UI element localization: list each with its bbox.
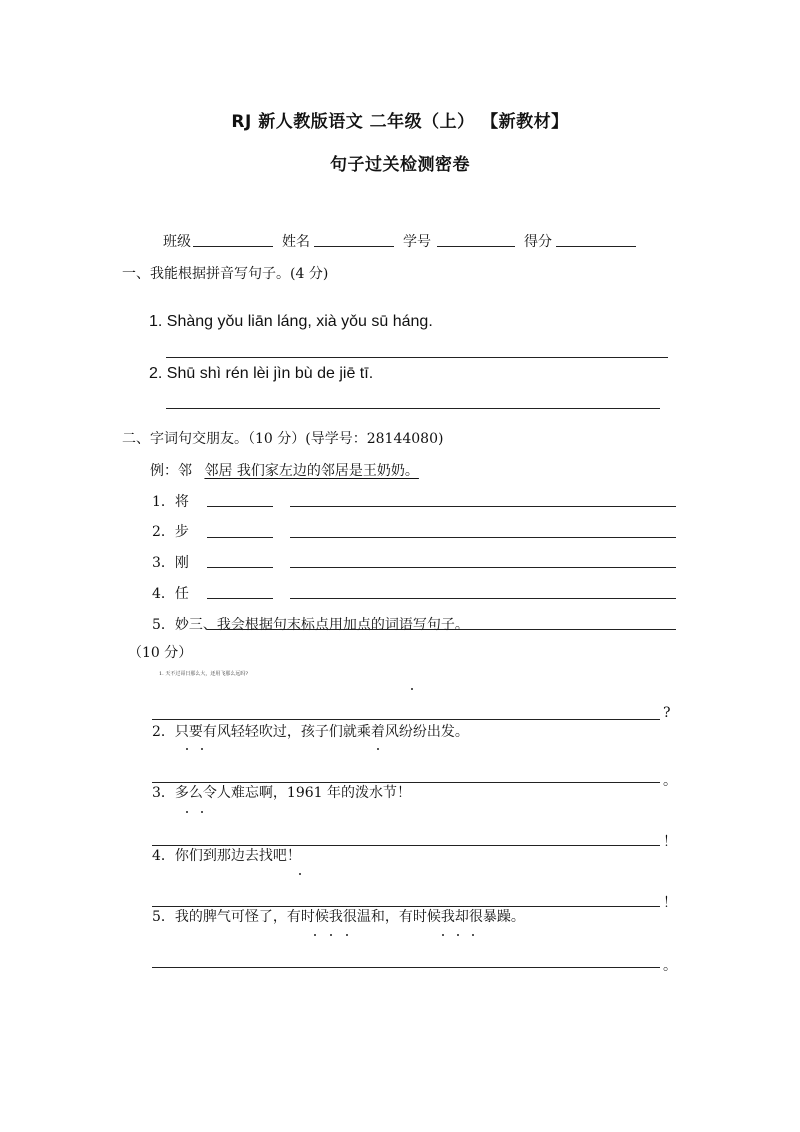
- sentence-item-5: 5．我的脾气可怪了，有时候我很温和，有时候我却很暴躁。: [152, 909, 525, 925]
- answer-line-s1-2[interactable]: [166, 408, 660, 409]
- word-field-1[interactable]: [207, 506, 273, 507]
- emphasis-dot: [346, 934, 348, 936]
- word-field-2[interactable]: [207, 537, 273, 538]
- sentence-item-1: 1. 天不过哥日那么大，还用飞那么远吗?: [159, 671, 249, 677]
- sentence-field-2[interactable]: [290, 537, 676, 538]
- emphasis-dot: [314, 934, 316, 936]
- section2-heading: 二、字词句交朋友。（10 分）(导学号：28144080): [122, 431, 444, 447]
- sentence-item-4: 4．你们到那边去找吧！: [152, 848, 301, 864]
- emphasis-dot: [186, 811, 188, 813]
- section1-heading: 一、我能根据拼音写句子。(4 分): [122, 266, 329, 282]
- example-prefix: 例：邻: [150, 463, 192, 479]
- class-field[interactable]: [193, 246, 273, 247]
- emphasis-dot: [442, 934, 444, 936]
- end-mark-5: 。: [663, 958, 677, 974]
- number-label: 学号: [403, 234, 431, 250]
- sentence-item-2: 2．只要有风轻轻吹过，孩子们就乘着风纷纷出发。: [152, 724, 469, 740]
- sentence-item-3: 3．多么令人难忘啊，1961 年的泼水节！: [152, 785, 411, 801]
- word-field-4[interactable]: [207, 598, 273, 599]
- word-item-1: 1．将: [152, 494, 189, 510]
- answer-line-s3-5[interactable]: [152, 967, 660, 968]
- number-field[interactable]: [437, 246, 515, 247]
- emphasis-dot: [201, 748, 203, 750]
- sentence-field-1[interactable]: [290, 506, 676, 507]
- document-title: RJ 新人教版语文 二年级（上） 【新教材】: [231, 112, 569, 132]
- end-mark-1: ?: [663, 705, 671, 721]
- sentence-field-3[interactable]: [290, 567, 676, 568]
- answer-line-s1-1[interactable]: [166, 357, 668, 358]
- example-text: 邻居 我们家左边的邻居是王奶奶。: [204, 463, 419, 479]
- word-item-4: 4．任: [152, 586, 189, 602]
- emphasis-dot: [186, 748, 188, 750]
- word-item-2: 2．步: [152, 524, 189, 540]
- answer-line-s3-1[interactable]: [152, 719, 660, 720]
- word-field-3[interactable]: [207, 567, 273, 568]
- emphasis-dot: [472, 934, 474, 936]
- emphasis-dot: [377, 748, 379, 750]
- word-item-3: 3．刚: [152, 555, 189, 571]
- name-label: 姓名: [282, 234, 310, 250]
- end-mark-3: ！: [663, 834, 677, 850]
- emphasis-dot: [457, 934, 459, 936]
- emphasis-dot: [411, 688, 413, 690]
- section3-score: （10 分）: [128, 645, 193, 661]
- emphasis-dot: [330, 934, 332, 936]
- word-item-5: [152, 614, 469, 634]
- score-label: 得分: [524, 234, 552, 250]
- emphasis-dot: [299, 873, 301, 875]
- word-item-5-label: 5．妙: [152, 617, 189, 633]
- class-label: 班级: [163, 234, 191, 250]
- section3-heading: 三、我会根据句末标点用加点的词语写句子。: [188, 617, 469, 633]
- document-subtitle: 句子过关检测密卷: [330, 155, 470, 175]
- word-field-5[interactable]: [207, 629, 676, 630]
- pinyin-item-2: 2. Shū shì rén lèi jìn bù de jiē tī.: [149, 365, 374, 382]
- pinyin-item-1: 1. Shàng yǒu liān láng, xià yǒu sū háng.: [149, 313, 433, 330]
- sentence-field-4[interactable]: [290, 598, 676, 599]
- name-field[interactable]: [314, 246, 394, 247]
- example-row: [150, 460, 419, 480]
- end-mark-2: 。: [663, 773, 677, 789]
- end-mark-4: ！: [663, 895, 677, 911]
- emphasis-dot: [201, 811, 203, 813]
- score-field[interactable]: [556, 246, 636, 247]
